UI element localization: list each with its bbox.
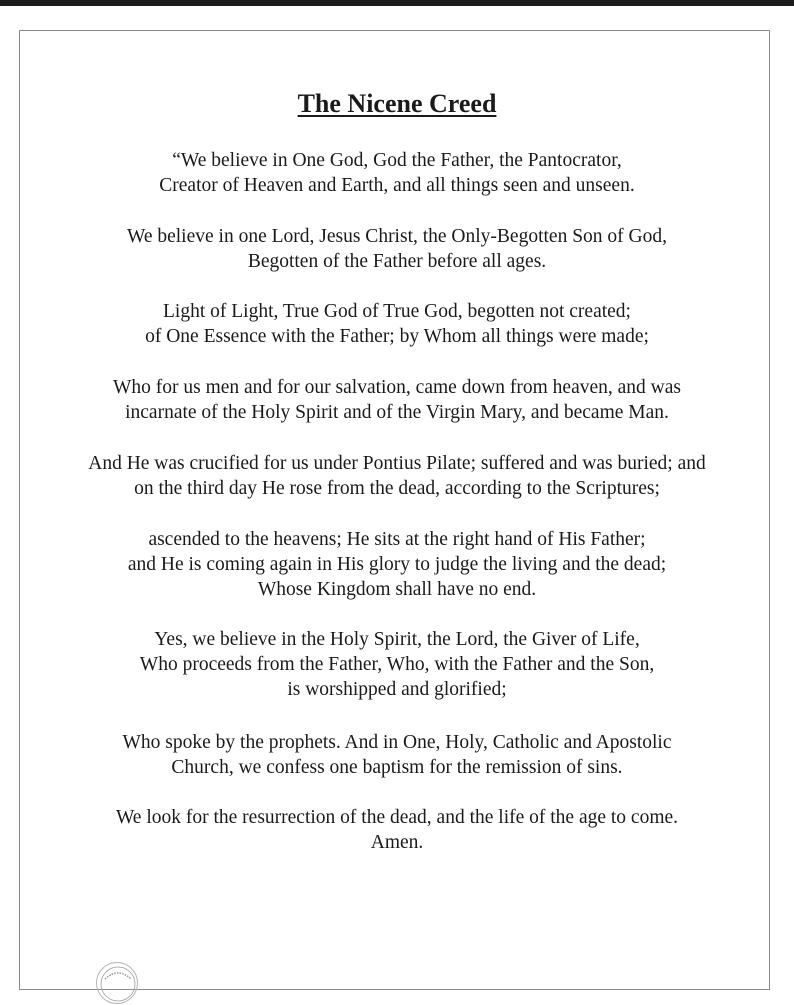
stanza-9 [0,805,794,855]
stanza-line: And He was crucified for us under Pontius Pilate; suffered and was buried; and [88,453,706,474]
stanza-line: on the third day He rose from the dead, according to the Scriptures; [134,478,660,499]
stanza-line: We believe in one Lord, Jesus Christ, the Only-Begotten Son of God, [126,226,667,247]
stanza-line: incarnate of the Holy Spirit and of the Virgin Mary, and became Man. [125,402,669,423]
seal-logo-icon [96,962,138,1004]
seal-logo-graphic [97,963,139,1005]
stanza-7 [0,627,794,702]
stanza-3 [0,299,794,349]
stanza-8 [0,730,794,780]
document-title-text: The Nicene Creed [297,89,497,118]
stanza-line: of One Essence with the Father; by Whom all things were made; [145,326,649,347]
stanza-line: ascended to the heavens; He sits at the right hand of His Father; [148,529,646,550]
top-edge-bar [0,0,794,6]
stanza-line: We look for the resurrection of the dead, and the life of the age to come. [115,807,679,828]
stanza-line: and He is coming again in His glory to judge the living and the dead; [127,554,667,575]
stanza-line: Amen. [370,832,424,853]
stanza-line: is worshipped and glorified; [287,679,507,700]
stanza-line: Yes, we believe in the Holy Spirit, the Lord, the Giver of Life, [154,629,640,650]
stanza-line: Creator of Heaven and Earth, and all things seen and unseen. [159,175,635,196]
stanza-line: Begotten of the Father before all ages. [247,251,547,272]
stanza-5 [0,451,794,501]
stanza-line: Church, we confess one baptism for the remission of sins. [171,757,623,778]
stanza-line: Who proceeds from the Father, Who, with the Father and the Son, [139,654,655,675]
stanza-line: Whose Kingdom shall have no end. [257,579,537,600]
stanza-4 [0,375,794,425]
stanza-line: “We believe in One God, God the Father, the Pantocrator, [172,150,622,171]
stanza-2 [0,224,794,274]
stanza-6 [0,527,794,602]
stanza-line: Light of Light, True God of True God, begotten not created; [163,301,631,322]
stanza-1 [0,148,794,198]
document-title [0,89,794,119]
stanza-line: Who spoke by the prophets. And in One, Holy, Catholic and Apostolic [122,732,672,753]
stanza-line: Who for us men and for our salvation, came down from heaven, and was [112,377,682,398]
